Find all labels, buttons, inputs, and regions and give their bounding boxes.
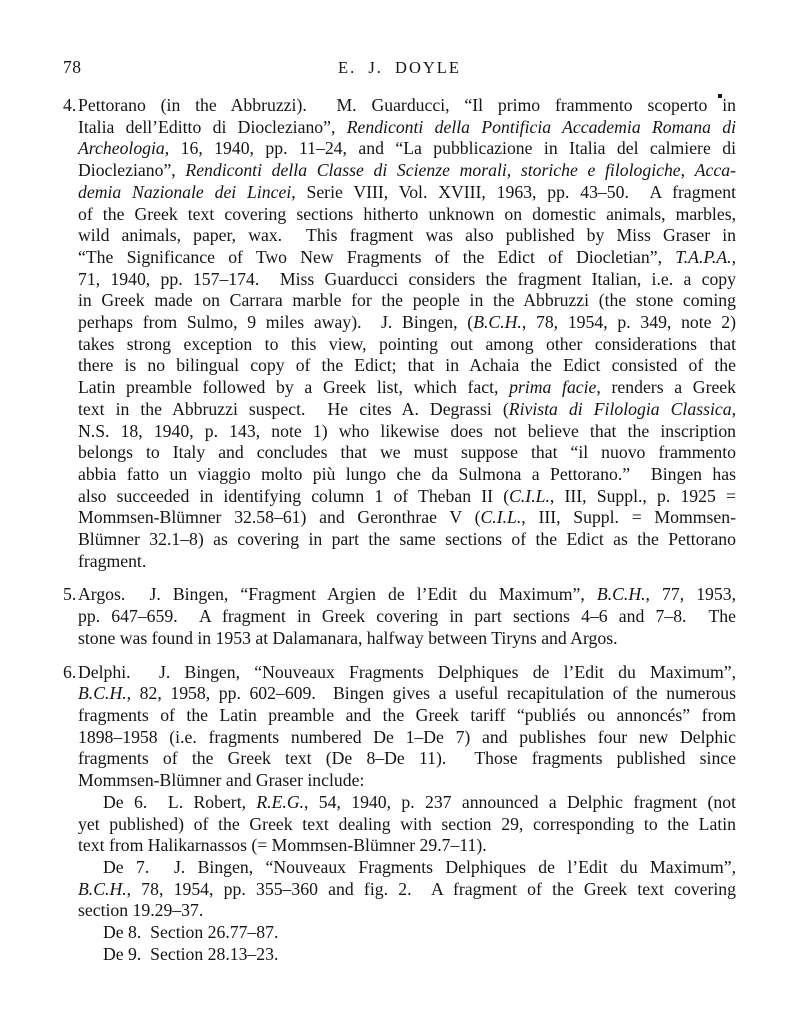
italic-text: B.C.H. xyxy=(78,878,127,899)
roman-text: text from Halikarnassos (= Mommsen-Blümner 29.7–11). xyxy=(78,835,487,856)
text-line xyxy=(78,584,736,606)
text-line xyxy=(78,247,736,269)
italic-text: Rivista di Filologia Classica xyxy=(508,398,732,419)
roman-text: , xyxy=(731,398,736,419)
roman-text: Italia dell’Editto di Diocleziano”, xyxy=(78,116,347,137)
roman-text: , Serie VIII, Vol. XVIII, 1963, pp. 43–50. A fragment xyxy=(291,181,736,202)
roman-text: perhaps from Sulmo, 9 miles away). J. Bingen, ( xyxy=(78,312,474,333)
text-line xyxy=(78,705,736,727)
roman-text: Latin preamble followed by a Greek list, which fact, xyxy=(78,377,510,398)
text-line xyxy=(78,900,736,922)
entry-number: 4. xyxy=(63,95,77,115)
roman-text: of the Greek text covering sections hitherto unknown on domestic animals, marbles, xyxy=(78,203,736,224)
roman-text: Argos. J. Bingen, “Fragment Argien de l’Edit du Maximum”, xyxy=(78,584,597,605)
roman-text: Delphi. J. Bingen, “Nouveaux Fragments Delphiques de l’Edit du Maximum”, xyxy=(78,661,736,682)
running-head: E. J. DOYLE xyxy=(338,58,461,77)
roman-text: “The Significance of Two New Fragments of the Edict of Diocletian”, xyxy=(78,246,676,267)
text-line xyxy=(78,204,736,226)
page-header xyxy=(63,57,736,79)
roman-text: , xyxy=(680,160,695,181)
italic-text: C.I.L. xyxy=(509,485,550,506)
roman-text: De 6. L. Robert, xyxy=(103,791,257,812)
entry-body xyxy=(78,662,736,966)
roman-text: fragment. xyxy=(78,550,147,571)
roman-text: , 16, 1940, pp. 11–24, and “La pubblicazione in Italia del calmiere di xyxy=(164,138,736,159)
text-line xyxy=(78,727,736,749)
text-line xyxy=(78,770,736,792)
roman-text: abbia fatto un viaggio molto più lungo che da Sulmona a Pettorano.” Bingen has xyxy=(78,463,736,484)
roman-text: Mommsen-Blümner and Graser include: xyxy=(78,770,365,791)
roman-text: , III, Suppl. = Mommsen- xyxy=(521,507,736,528)
text-line xyxy=(78,792,736,814)
italic-text: prima facie xyxy=(509,377,597,398)
text-line xyxy=(78,835,736,857)
text-line xyxy=(78,312,736,334)
roman-text: yet published) of the Greek text dealing with section 29, corresponding to the Latin xyxy=(78,813,736,834)
roman-text: , 77, 1953, xyxy=(645,584,737,605)
italic-text: R.E.G. xyxy=(256,791,305,812)
italic-text: B.C.H. xyxy=(78,683,127,704)
roman-text: , xyxy=(731,246,736,267)
italic-text: T.A.P.A. xyxy=(675,246,732,267)
roman-text: also succeeded in identifying column 1 of Theban II ( xyxy=(78,485,510,506)
text-line xyxy=(78,269,736,291)
roman-text: , 78, 1954, p. 349, note 2) xyxy=(521,312,737,333)
roman-text: 71, 1940, pp. 157–174. Miss Guarducci considers the fragment Italian, i.e. a copy xyxy=(78,268,736,289)
roman-text: , 78, 1954, pp. 355–360 and fig. 2. A fragment of the Greek text covering xyxy=(126,878,736,899)
text-line xyxy=(78,879,736,901)
text-line xyxy=(78,355,736,377)
text-line xyxy=(78,628,736,650)
roman-text: takes strong exception to this view, pointing out among other considerations that xyxy=(78,333,736,354)
text-line xyxy=(78,507,736,529)
roman-text: fragments of the Latin preamble and the Greek tariff “publiés ou annoncés” from xyxy=(78,704,736,725)
text-line xyxy=(78,857,736,879)
roman-text: wild animals, paper, wax. This fragment was also published by Miss Graser in xyxy=(78,225,736,246)
text-line xyxy=(78,442,736,464)
roman-text: , III, Suppl., p. 1925 = xyxy=(549,485,736,506)
list-entry xyxy=(63,662,736,966)
text-line xyxy=(78,662,736,684)
roman-text: Mommsen-Blümner 32.58–61) and Geronthrae V ( xyxy=(78,507,481,528)
entry-body xyxy=(78,584,736,649)
roman-text: stone was found in 1953 at Dalamanara, halfway between Tiryns and Argos. xyxy=(78,627,618,648)
entries xyxy=(63,95,736,965)
text-line xyxy=(78,814,736,836)
roman-text: in Greek made on Carrara marble for the people in the Abbruzzi (the stone coming xyxy=(78,290,736,311)
italic-text: B.C.H. xyxy=(473,312,522,333)
text-line xyxy=(78,551,736,573)
roman-text: , 54, 1940, p. 237 announced a Delphic fragment (not xyxy=(304,791,736,812)
text-line xyxy=(78,529,736,551)
text-line xyxy=(78,138,736,160)
text-line xyxy=(78,160,736,182)
text-line xyxy=(78,683,736,705)
roman-text: De 7. J. Bingen, “Nouveaux Fragments Delphiques de l’Edit du Maximum”, xyxy=(103,856,736,877)
roman-text: , renders a Greek xyxy=(596,377,736,398)
roman-text: , 82, 1958, pp. 602–609. Bingen gives a useful recapitulation of the numerous xyxy=(126,683,736,704)
roman-text: N.S. 18, 1940, p. 143, note 1) who likewise does not believe that the inscription xyxy=(78,420,736,441)
roman-text: Pettorano (in the Abbruzzi). M. Guarducci, “Il primo frammento scoperto in xyxy=(78,95,736,115)
roman-text: De 9. Section 28.13–23. xyxy=(103,943,279,964)
entry-number: 5. xyxy=(63,584,77,605)
text-line xyxy=(78,225,736,247)
entry-body xyxy=(78,95,736,572)
text-line xyxy=(78,606,736,628)
text-line xyxy=(78,95,736,117)
text-line xyxy=(78,334,736,356)
roman-text: there is no bilingual copy of the Edict; that in Achaia the Edict consisted of the xyxy=(78,355,736,376)
italic-text: demia Nazionale dei Lincei xyxy=(78,181,292,202)
italic-text: C.I.L. xyxy=(480,507,522,528)
italic-text: Acca- xyxy=(694,160,736,181)
italic-text: Archeologia xyxy=(78,138,165,159)
roman-text: Blümner 32.1–8) as covering in part the same sections of the Edict as the Pettorano xyxy=(78,529,736,550)
roman-text: pp. 647–659. A fragment in Greek covering in part sections 4–6 and 7–8. The xyxy=(78,606,736,627)
text-line xyxy=(78,486,736,508)
text-line xyxy=(78,377,736,399)
text-line xyxy=(78,464,736,486)
roman-text: 1898–1958 (i.e. fragments numbered De 1–De 7) and publishes four new Delphic xyxy=(78,726,736,747)
roman-text: Diocleziano”, xyxy=(78,160,186,181)
roman-text: text in the Abbruzzi suspect. He cites A. Degrassi ( xyxy=(78,398,509,419)
italic-text: Rendiconti della Classe di Scienze morali, storiche e filologiche xyxy=(185,160,681,181)
text-line xyxy=(78,399,736,421)
text-line xyxy=(78,922,736,944)
list-entry xyxy=(63,95,736,572)
text-line xyxy=(78,290,736,312)
roman-text: belongs to Italy and concludes that we must suppose that “il nuovo frammento xyxy=(78,442,736,463)
text-line xyxy=(78,748,736,770)
roman-text: De 8. Section 26.77–87. xyxy=(103,922,279,943)
roman-text: fragments of the Greek text (De 8–De 11). Those fragments published since xyxy=(78,748,736,769)
italic-text: B.C.H. xyxy=(596,584,646,605)
text-line xyxy=(78,944,736,966)
text-line xyxy=(78,182,736,204)
list-entry xyxy=(63,584,736,649)
italic-text: Rendiconti della Pontificia Accademia Romana di xyxy=(346,116,736,137)
roman-text: section 19.29–37. xyxy=(78,900,204,921)
text-line xyxy=(78,421,736,443)
text-line xyxy=(78,117,736,139)
entry-number: 6. xyxy=(63,661,77,682)
page-number: 78 xyxy=(63,57,82,77)
